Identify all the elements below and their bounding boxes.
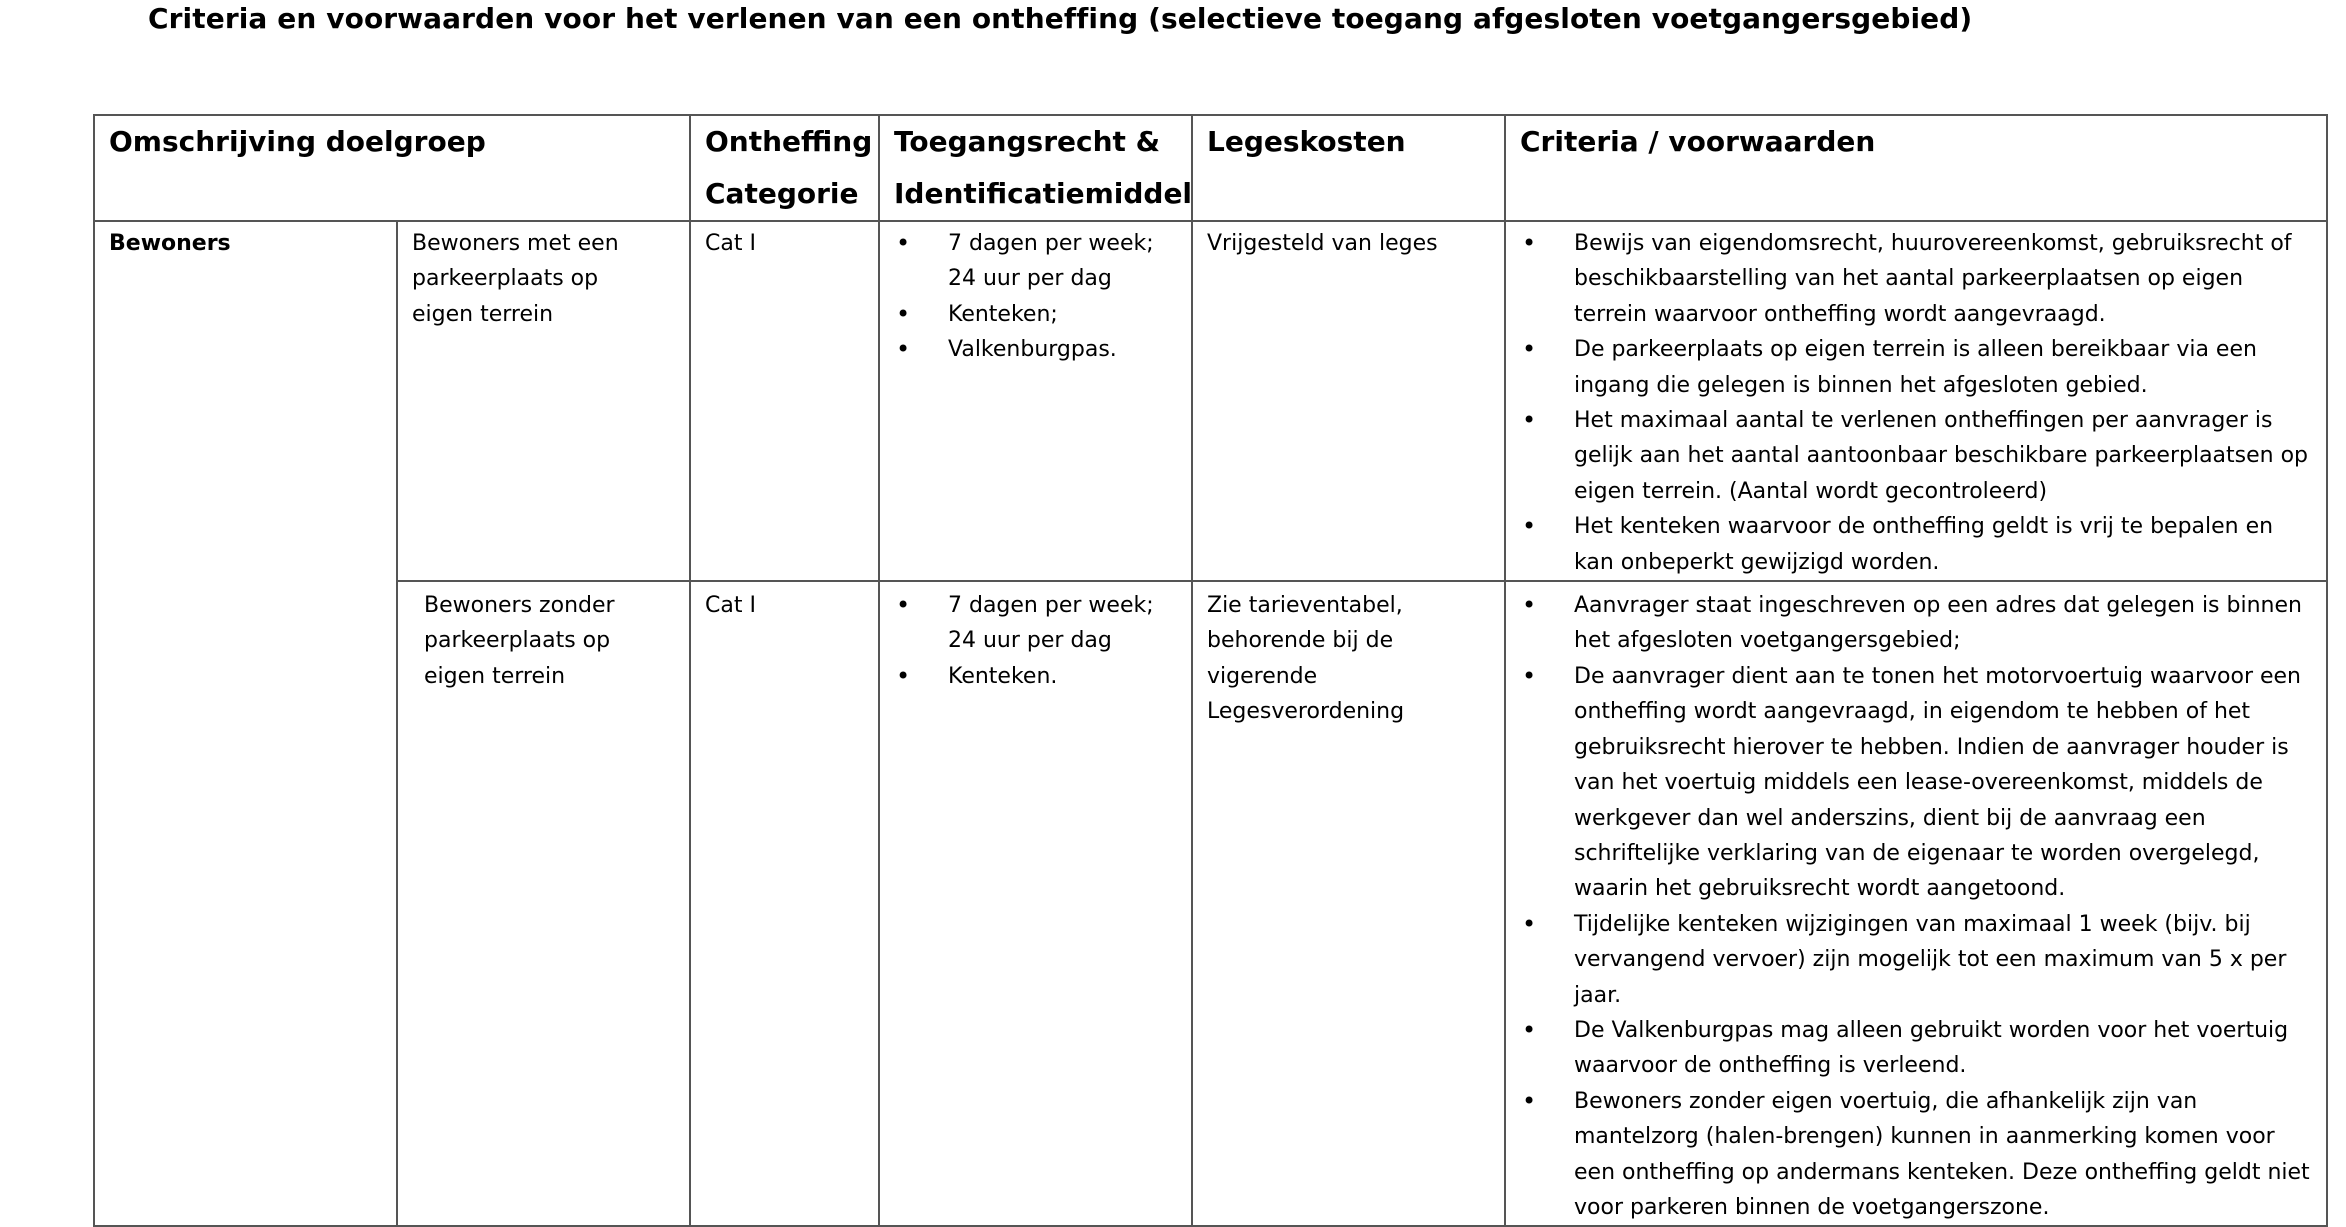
group-cell [94,221,397,1226]
access-cell [879,221,1192,581]
subgroup-label: Bewoners met een parkeerplaats op eigen terrein [412,231,619,327]
group-label: Bewoners [109,231,231,256]
list-item: • 7 dagen per week; 24 uur per dag [894,588,1181,659]
list-item: • De Valkenburgpas mag alleen gebruikt worden voor het voertuig waarvoor de ontheffing is verleend. [1520,1013,2316,1084]
criteria-list [1520,588,2316,1225]
list-item: • Tijdelijke kenteken wijzigingen van maximaal 1 week (bijv. bij vervangend vervoer) zijn mogelijk tot een maximum van 5 x per jaar. [1520,907,2316,1013]
list-item: • De parkeerplaats op eigen terrein is alleen bereikbaar via een ingang die gelegen is binnen het afgesloten gebied. [1520,332,2316,403]
category-value: Cat I [705,231,756,256]
category-cell [690,221,879,581]
list-item: • Valkenburgpas. [894,332,1181,367]
header-criteria-label: Criteria / voorwaarden [1520,125,1876,158]
list-item: • Kenteken. [894,659,1181,694]
header-doelgroep [94,115,690,221]
access-list [894,226,1181,368]
table-header-row [94,115,2327,221]
header-toegang [879,115,1192,221]
category-cell [690,581,879,1226]
list-item: • Kenteken; [894,297,1181,332]
header-criteria [1505,115,2327,221]
header-toegang-line2: Identificatiemiddel [894,177,1193,210]
list-item: • Bewijs van eigendomsrecht, huurovereenkomst, gebruiksrecht of beschikbaarstelling van het aantal parkeerplaatsen op eigen terrein waarvoor ontheffing wordt aangevraagd. [1520,226,2316,332]
header-categorie [690,115,879,221]
list-item: • Het kenteken waarvoor de ontheffing geldt is vrij te bepalen en kan onbeperkt gewijzigd worden. [1520,509,2316,580]
header-leges-label: Legeskosten [1207,125,1406,158]
fees-value: Vrijgesteld van leges [1207,231,1438,256]
list-item: • Aanvrager staat ingeschreven op een adres dat gelegen is binnen het afgesloten voetgangersgebied; [1520,588,2316,659]
criteria-list [1520,226,2316,580]
subgroup-label: Bewoners zonder parkeerplaats op eigen terrein [424,593,615,689]
header-categorie-line2: Categorie [705,177,859,210]
header-doelgroep-label: Omschrijving doelgroep [109,125,486,158]
table-row [94,221,2327,581]
subgroup-cell [397,221,690,581]
list-item: • Het maximaal aantal te verlenen ontheffingen per aanvrager is gelijk aan het aantal aantoonbaar beschikbare parkeerplaatsen op eigen terrein. (Aantal wordt gecontroleerd) [1520,403,2316,509]
list-item: • De aanvrager dient aan te tonen het motorvoertuig waarvoor een ontheffing wordt aangevraagd, in eigendom te hebben of het gebruiksrecht hierover te hebben. Indien de aanvrager houder is van het voertuig middels een lease-overeenkomst, middels de werkgever dan wel anderszins, dient bij de aanvraag een schriftelijke verklaring van de eigenaar te worden overgelegd, waarin het gebruiksrecht wordt aangetoond. [1520,659,2316,907]
fees-cell [1192,581,1505,1226]
header-leges [1192,115,1505,221]
header-categorie-line1: Ontheffing [705,125,873,158]
criteria-cell [1505,581,2327,1226]
fees-cell [1192,221,1505,581]
category-value: Cat I [705,593,756,619]
subgroup-cell [397,581,690,1226]
list-item: • Bewoners zonder eigen voertuig, die afhankelijk zijn van mantelzorg (halen-brengen) kunnen in aanmerking komen voor een ontheffing op andermans kenteken. Deze ontheffing geldt niet voor parkeren binnen de voetgangerszone. [1520,1084,2316,1226]
access-cell [879,581,1192,1226]
table-row [94,581,2327,1226]
fees-value: Zie tarieventabel, behorende bij de vigerende Legesverordening [1207,593,1405,725]
list-item: • 7 dagen per week; 24 uur per dag [894,226,1181,297]
page-title: Criteria en voorwaarden voor het verlenen van een ontheffing (selectieve toegang afgesloten voetgangersgebied) [148,2,1973,35]
header-toegang-line1: Toegangsrecht & [894,125,1161,158]
criteria-cell [1505,221,2327,581]
access-list [894,588,1181,694]
criteria-table [93,114,2328,1227]
